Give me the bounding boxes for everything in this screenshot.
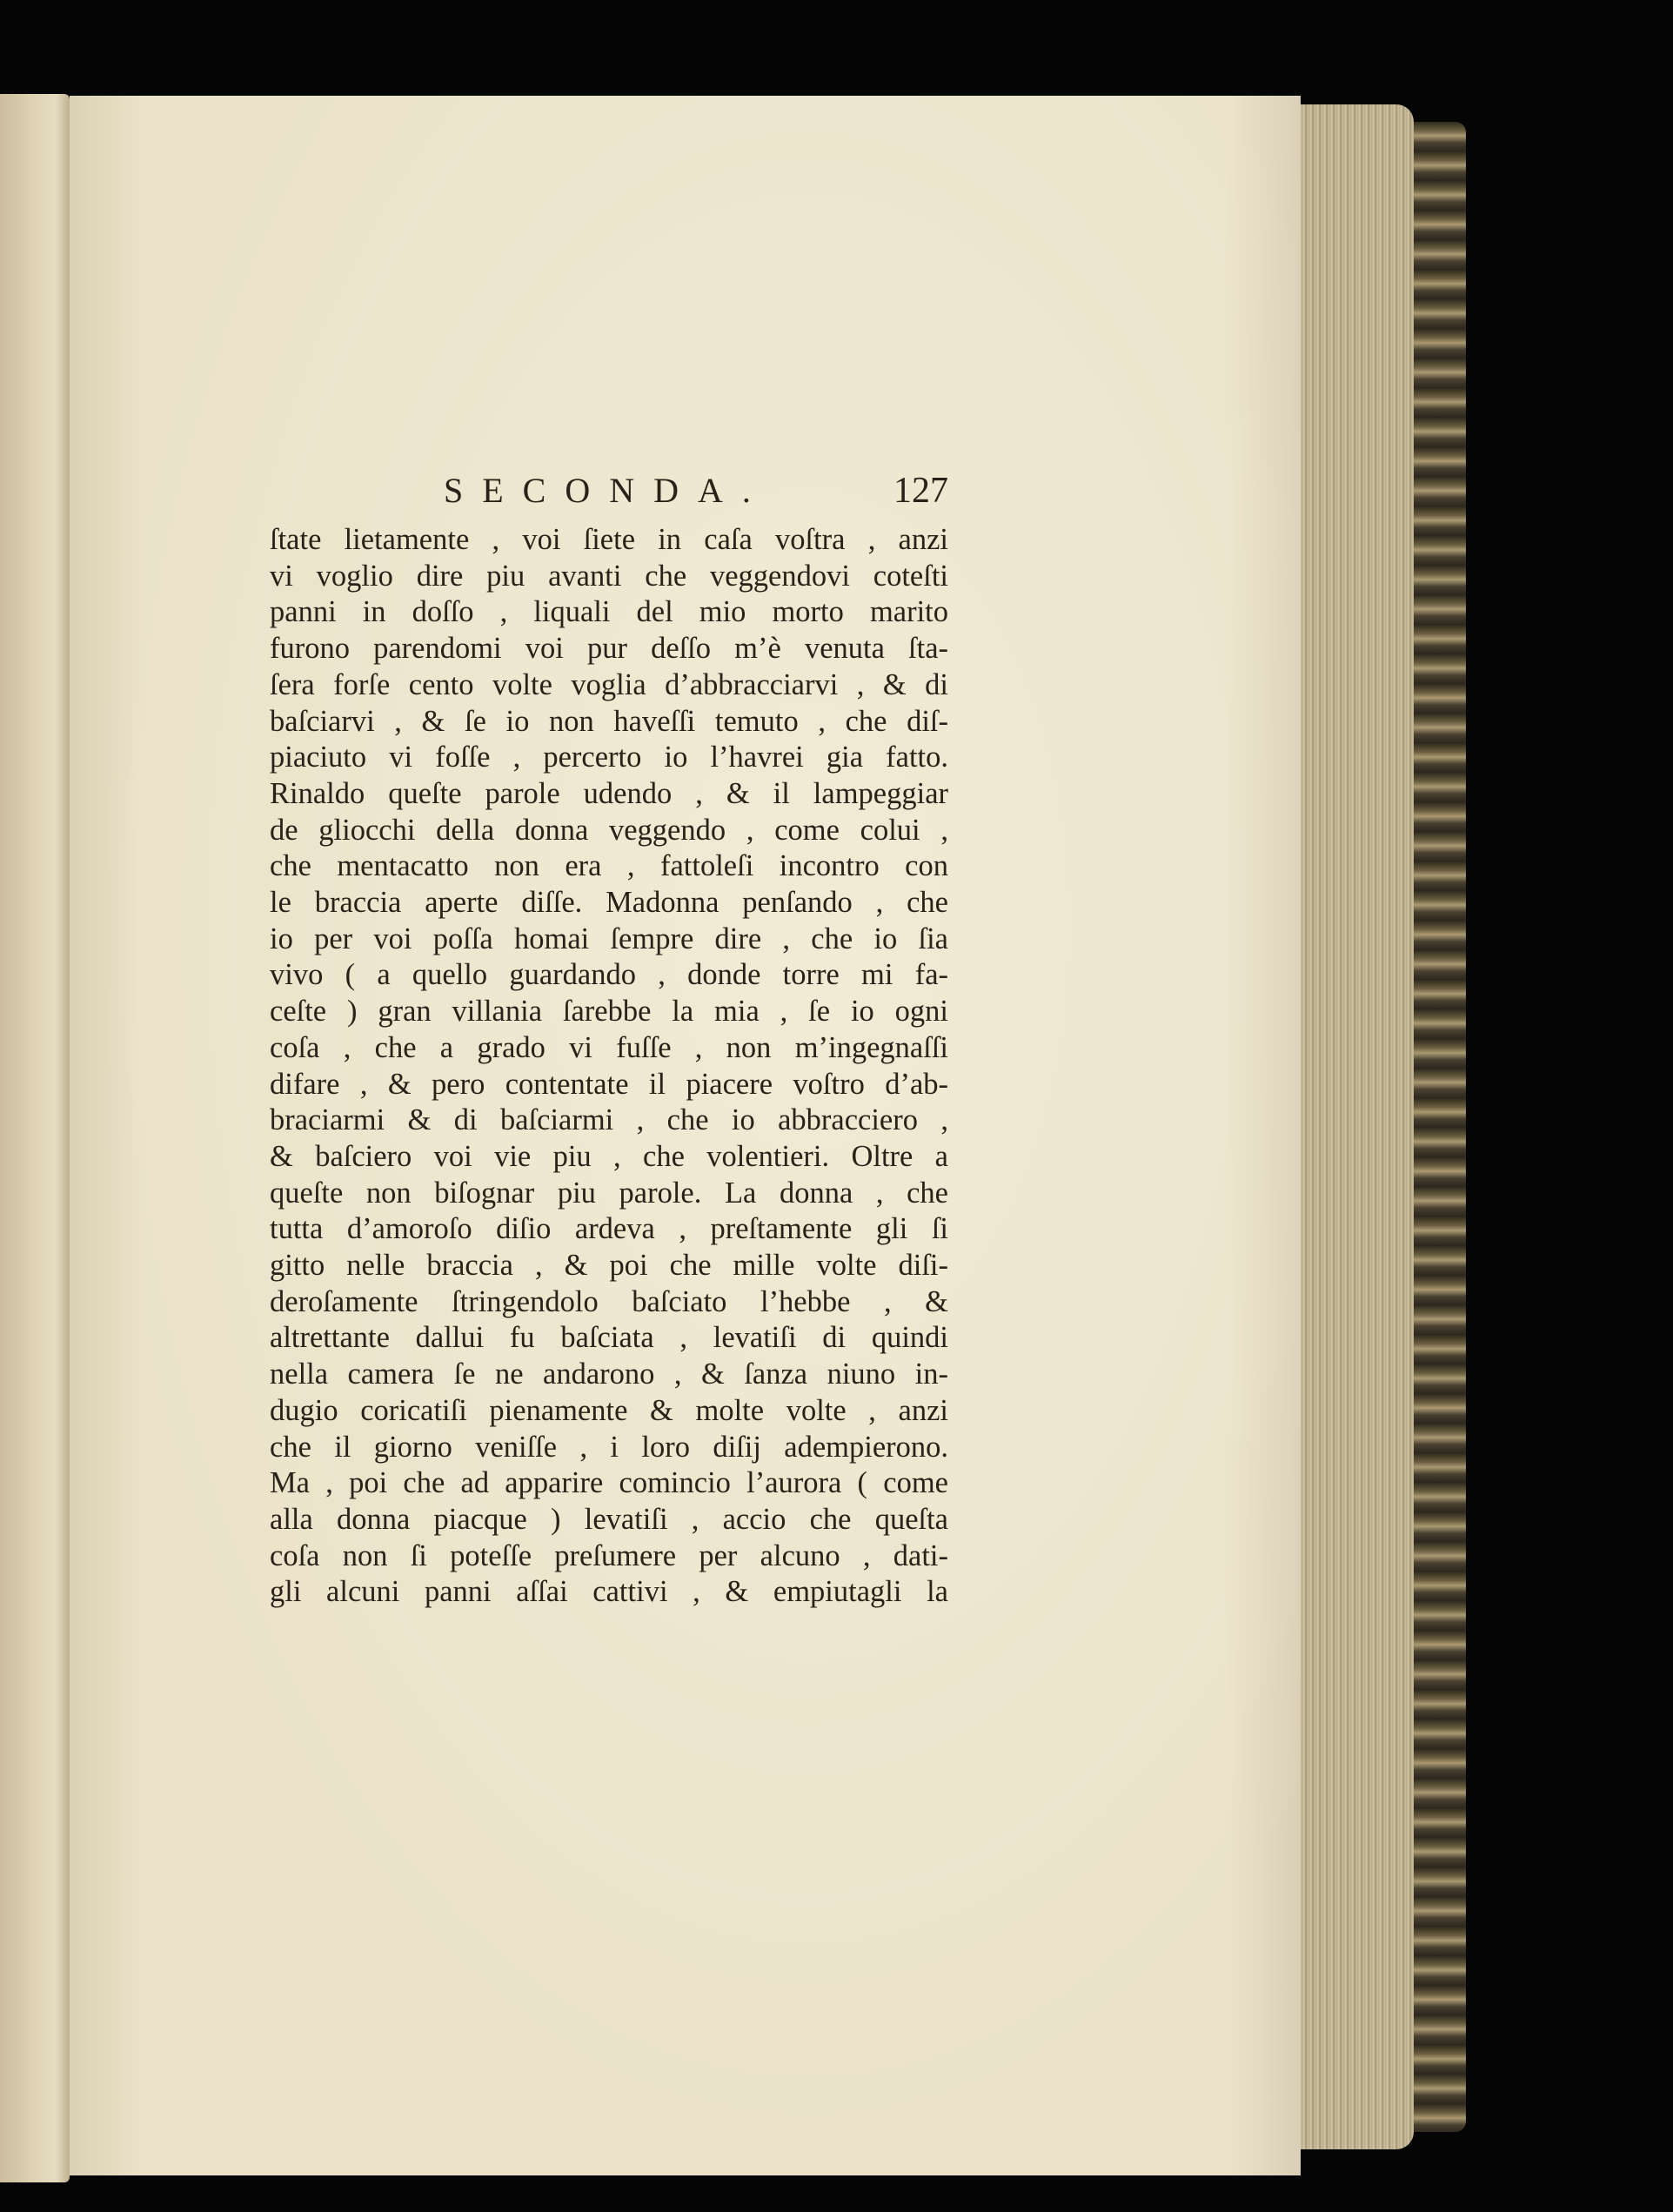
text-line: ſera forſe cento volte voglia d’abbracciarvi , & di bbox=[270, 667, 948, 701]
facing-page-edge bbox=[0, 94, 70, 2182]
text-line: queſte non biſognar piu parole. La donna , che bbox=[270, 1176, 948, 1210]
text-line: Rinaldo queſte parole udendo , & il lampeggiar bbox=[270, 776, 948, 810]
text-line: vivo ( a quello guardando , donde torre mi fa- bbox=[270, 958, 948, 992]
text-line: che mentacatto non era , fattoleſi incontro con bbox=[270, 849, 948, 883]
page-edges bbox=[1301, 104, 1414, 2149]
text-line: piaciuto vi foſſe , percerto io l’havrei gia fatto. bbox=[270, 741, 948, 774]
text-line: tutta d’amoroſo diſio ardeva , preſtamente gli ſi bbox=[270, 1212, 948, 1246]
text-line: de gliocchi della donna veggendo , come colui , bbox=[270, 813, 948, 847]
text-line: panni in doſſo , liquali del mio morto marito bbox=[270, 595, 948, 629]
text-line: le braccia aperte diſſe. Madonna penſando , che bbox=[270, 886, 948, 920]
text-line: gitto nelle braccia , & poi che mille volte diſi- bbox=[270, 1249, 948, 1283]
text-line: furono parendomi voi pur deſſo m’è venuta ſta- bbox=[270, 632, 948, 666]
text-line: dugio coricatiſi pienamente & molte volte , anzi bbox=[270, 1393, 948, 1427]
text-line: che il giorno veniſſe , i loro diſij adempierono. bbox=[270, 1430, 948, 1464]
text-line: ſtate lietamente , voi ſiete in caſa voſtra , anzi bbox=[270, 523, 948, 556]
running-head bbox=[270, 470, 948, 519]
body-text bbox=[270, 522, 948, 1611]
book-binding bbox=[1414, 122, 1466, 2132]
text-line: vi voglio dire piu avanti che veggendovi coteſti bbox=[270, 559, 948, 593]
text-line: & baſciero voi vie piu , che volentieri. Oltre a bbox=[270, 1139, 948, 1173]
text-line: io per voi poſſa homai ſempre dire , che io ſia bbox=[270, 922, 948, 955]
text-line: ceſte ) gran villania ſarebbe la mia , ſe io ogni bbox=[270, 995, 948, 1029]
text-line: baſciarvi , & ſe io non haveſſi temuto , che diſ- bbox=[270, 704, 948, 738]
page-text-block bbox=[270, 470, 948, 1611]
text-line: braciarmi & di baſciarmi , che io abbracciero , bbox=[270, 1103, 948, 1137]
text-line: deroſamente ſtringendolo baſciato l’hebbe , & bbox=[270, 1284, 948, 1318]
text-line: alla donna piacque ) levatiſi , accio che queſta bbox=[270, 1502, 948, 1536]
running-title: SECONDA. bbox=[444, 471, 770, 510]
text-line: coſa , che a grado vi fuſſe , non m’ingegnaſſi bbox=[270, 1030, 948, 1064]
page-number: 127 bbox=[893, 471, 948, 511]
text-line: Ma , poi che ad apparire comincio l’aurora ( come bbox=[270, 1466, 948, 1500]
text-line: coſa non ſi poteſſe preſumere per alcuno , dati- bbox=[270, 1538, 948, 1572]
text-line: gli alcuni panni aſſai cattivi , & empiutagli la bbox=[270, 1575, 948, 1609]
text-line: difare , & pero contentate il piacere voſtro d’ab- bbox=[270, 1067, 948, 1101]
text-line: altrettante dallui fu baſciata , levatiſi di quindi bbox=[270, 1321, 948, 1355]
text-line: nella camera ſe ne andarono , & ſanza niuno in- bbox=[270, 1357, 948, 1391]
